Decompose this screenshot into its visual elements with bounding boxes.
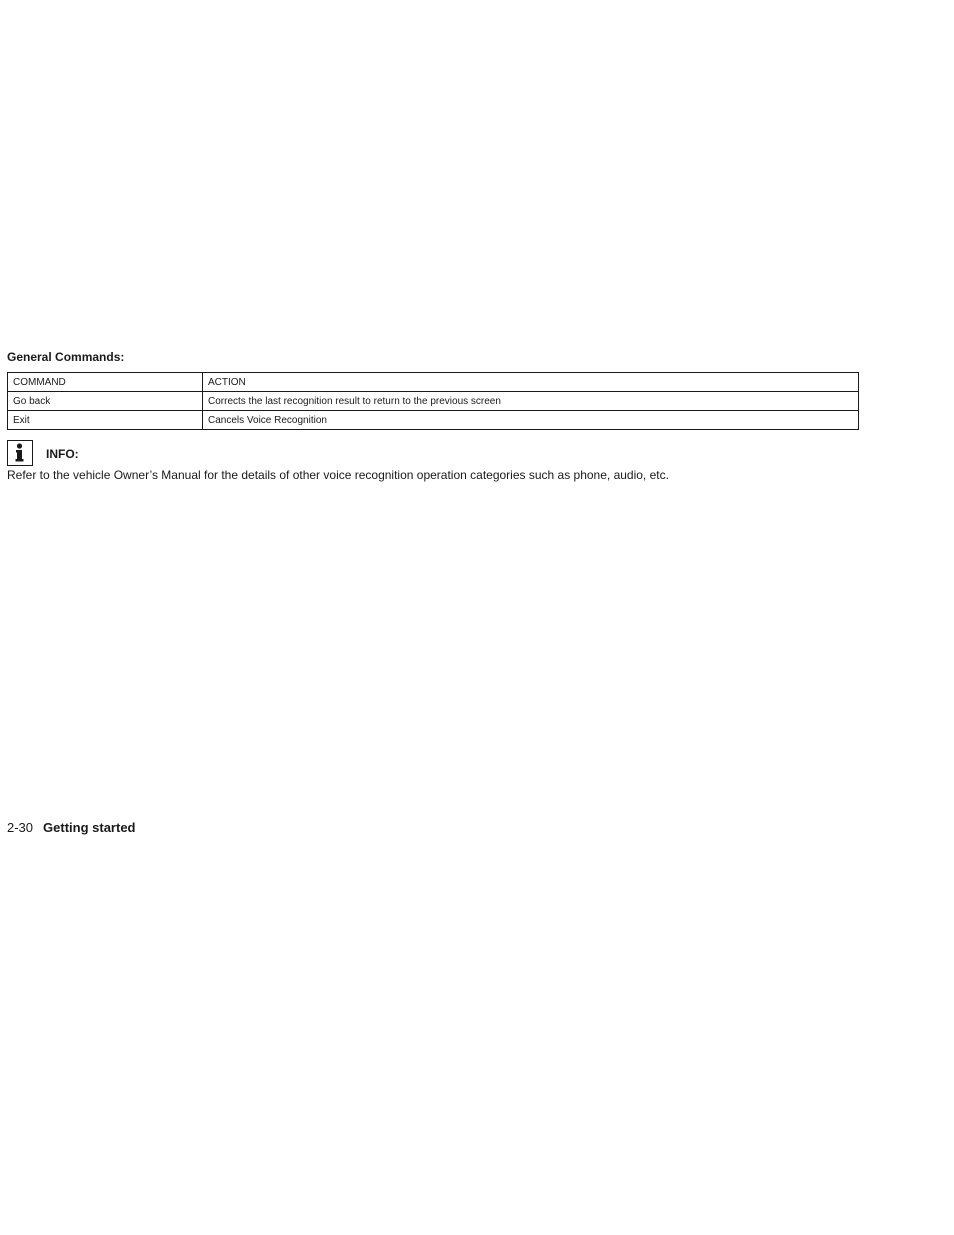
page-number: 2-30: [7, 820, 34, 835]
table-cell-action: Corrects the last recognition result to return to the previous screen: [203, 392, 859, 411]
column-header-command: COMMAND: [8, 373, 203, 392]
table-header-row: [8, 373, 859, 392]
table-cell-action: Cancels Voice Recognition: [203, 411, 859, 430]
table-row: [8, 411, 859, 430]
table-cell-command: Exit: [8, 411, 203, 430]
page-footer: [7, 820, 136, 836]
chapter-title: Getting started: [43, 820, 136, 835]
column-header-action: ACTION: [203, 373, 859, 392]
info-text: Refer to the vehicle Owner’s Manual for the details of other voice recognition operation categories such as phone, audio, etc.: [7, 468, 669, 482]
section-heading: General Commands:: [7, 350, 125, 364]
commands-table: [7, 372, 859, 430]
info-label: INFO:: [46, 447, 79, 461]
table-row: [8, 392, 859, 411]
info-icon: [7, 440, 33, 466]
table-cell-command: Go back: [8, 392, 203, 411]
